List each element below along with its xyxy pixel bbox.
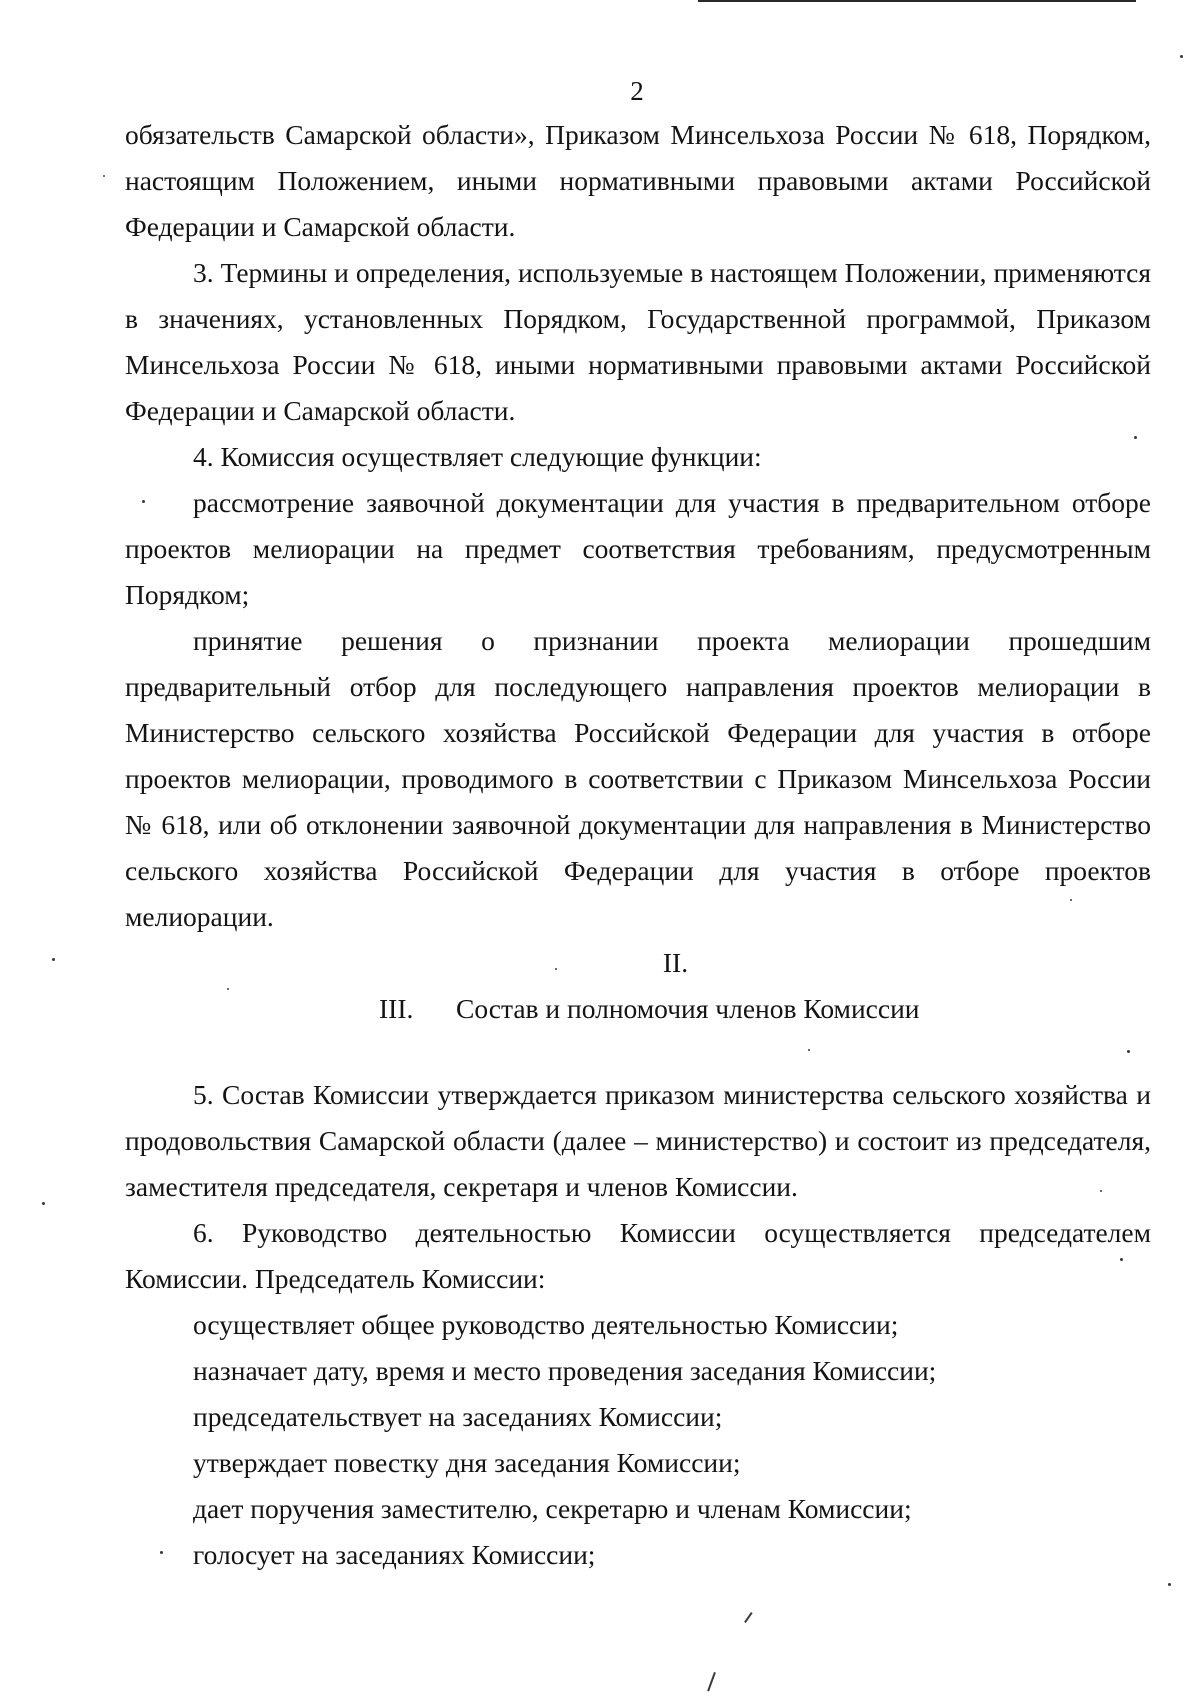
scan-speck <box>103 175 105 177</box>
paragraph-6: 6. Руководство деятельностью Комиссии осуществляется председателем Комиссии. Председатель Комиссии: <box>125 1217 1151 1294</box>
scan-scratch <box>744 1612 753 1623</box>
scan-speck <box>1070 899 1072 901</box>
paragraph-3: 3. Термины и определения, используемые в настоящем Положении, применяются в значениях, установленных Порядком, Государственной программой, Приказом Минсельхоза России № 618, иными нормативными правовыми актами Российской Федерации и Самарской области. <box>125 257 1151 426</box>
chair-duty-item: дает поручения заместителю, секретарю и членам Комиссии; <box>193 1493 912 1524</box>
scan-speck <box>142 500 145 503</box>
section-roman-numeral: III. <box>379 993 414 1024</box>
scan-speck <box>1127 1050 1130 1053</box>
chair-duty-item: председательствует на заседаниях Комиссии; <box>193 1401 723 1432</box>
section-title: Состав и полномочия членов Комиссии <box>456 993 920 1024</box>
chair-duty-item: осуществляет общее руководство деятельностью Комиссии; <box>193 1309 899 1340</box>
scan-speck <box>1120 1258 1123 1261</box>
paragraph-4: 4. Комиссия осуществляет следующие функции: <box>193 441 762 472</box>
scan-speck <box>1168 1583 1171 1586</box>
chair-duty-item: голосует на заседаниях Комиссии; <box>193 1539 596 1570</box>
paragraph-5: 5. Состав Комиссии утверждается приказом министерства сельского хозяйства и продовольствия Самарской области (далее – министерство) и состоит из председателя, заместителя председателя, секретаря и членов Комиссии. <box>125 1079 1151 1202</box>
scan-scratch <box>707 1672 716 1691</box>
paragraph-4-function-decision: принятие решения о признании проекта мелиорации прошедшим предварительный отбор для последующего направления проектов мелиорации в Министерство сельского хозяйства Российской Федерации для участия в отборе проектов мелиорации, проводимого в соответствии с Приказом Минсельхоза России № 618, или об отклонении заявочной документации для направления в Министерство сельского хозяйства Российской Федерации для участия в отборе проектов мелиорации. <box>125 625 1151 932</box>
chair-duty-item: утверждает повестку дня заседания Комиссии; <box>193 1447 741 1478</box>
scan-speck <box>1100 1190 1102 1192</box>
scan-speck <box>52 958 55 961</box>
paragraph-4-function-review: рассмотрение заявочной документации для участия в предварительном отборе проектов мелиорации на предмет соответствия требованиям, предусмотренным Порядком; <box>125 487 1151 610</box>
document-body <box>125 112 1151 1578</box>
section-spacer <box>125 1032 1151 1072</box>
scan-speck <box>555 968 557 970</box>
scan-speck <box>227 988 229 990</box>
scan-speck <box>1180 55 1183 58</box>
top-rule <box>698 0 1136 2</box>
paragraph-continuation: обязательств Самарской области», Приказом Минсельхоза России № 618, Порядком, настоящим Положением, иными нормативными правовыми актами Российской Федерации и Самарской области. <box>125 119 1151 242</box>
chair-duty-item: назначает дату, время и место проведения заседания Комиссии; <box>193 1355 937 1386</box>
scan-speck <box>42 1202 45 1205</box>
section-heading <box>125 986 1151 1032</box>
scan-speck <box>1134 436 1137 439</box>
scan-speck <box>160 1551 163 1554</box>
page-number: 2 <box>630 76 644 106</box>
scan-speck <box>808 1049 810 1051</box>
section-number-line: II. <box>662 947 689 978</box>
